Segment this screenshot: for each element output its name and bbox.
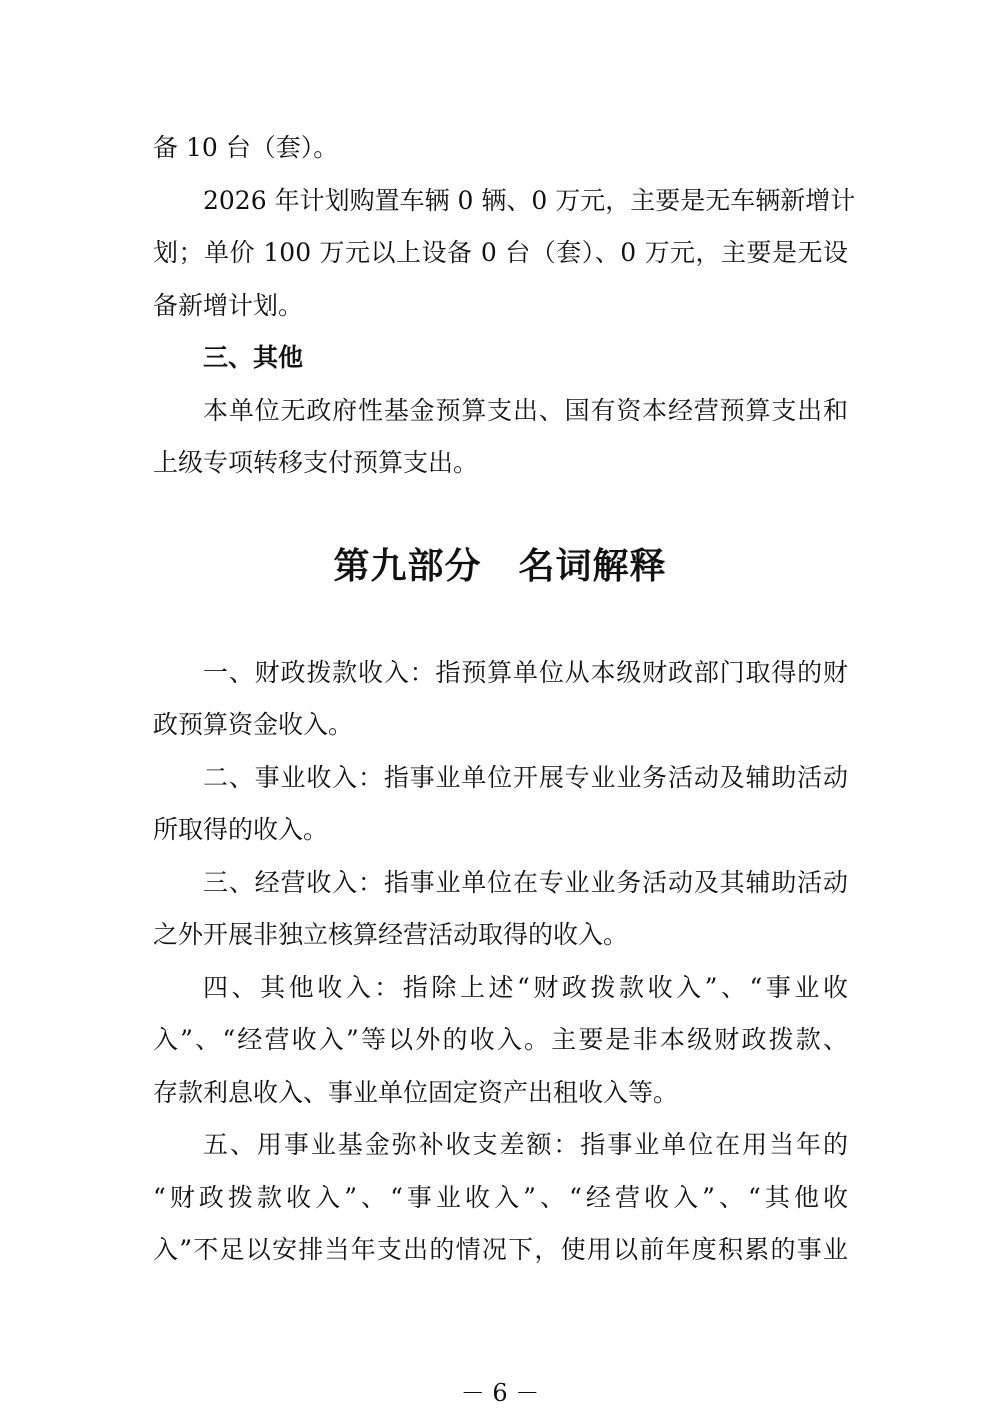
term-line: 存款利息收入、事业单位固定资产出租收入等。 — [153, 1078, 679, 1107]
term-line: “财政拨款收入”、“事业收入”、“经营收入”、“其他收 — [153, 1183, 848, 1212]
paragraph-line: 备 10 台（套）。 — [153, 133, 339, 162]
section-title: 第九部分 名词解释 — [333, 546, 667, 587]
page-number: － 6 － — [460, 1379, 540, 1407]
term-line: 五、用事业基金弥补收支差额：指事业单位在用当年的 — [203, 1130, 848, 1159]
paragraph-line: 备新增计划。 — [153, 291, 304, 320]
paragraph-line: 划；单价 100 万元以上设备 0 台（套）、0 万元，主要是无设 — [153, 238, 848, 267]
paragraph-line: 本单位无政府性基金预算支出、国有资本经营预算支出和 — [203, 396, 848, 425]
term-line: 所取得的收入。 — [153, 815, 329, 844]
term-line: 入”不足以安排当年支出的情况下，使用以前年度积累的事业 — [153, 1235, 848, 1264]
term-line: 之外开展非独立核算经营活动取得的收入。 — [153, 920, 629, 949]
term-line: 二、事业收入：指事业单位开展专业业务活动及辅助活动 — [203, 763, 848, 792]
term-line: 入”、“经营收入”等以外的收入。主要是非本级财政拨款、 — [153, 1025, 848, 1054]
subsection-heading: 三、其他 — [203, 343, 304, 372]
term-line: 四、其他收入：指除上述“财政拨款收入”、“事业收 — [203, 973, 848, 1002]
term-line: 一、财政拨款收入：指预算单位从本级财政部门取得的财 — [203, 658, 848, 687]
term-line: 政预算资金收入。 — [153, 710, 354, 739]
paragraph-line: 上级专项转移支付预算支出。 — [153, 448, 479, 477]
term-line: 三、经营收入：指事业单位在专业业务活动及其辅助活动 — [203, 868, 848, 897]
paragraph-line: 2026 年计划购置车辆 0 辆、0 万元，主要是无车辆新增计 — [203, 186, 856, 215]
